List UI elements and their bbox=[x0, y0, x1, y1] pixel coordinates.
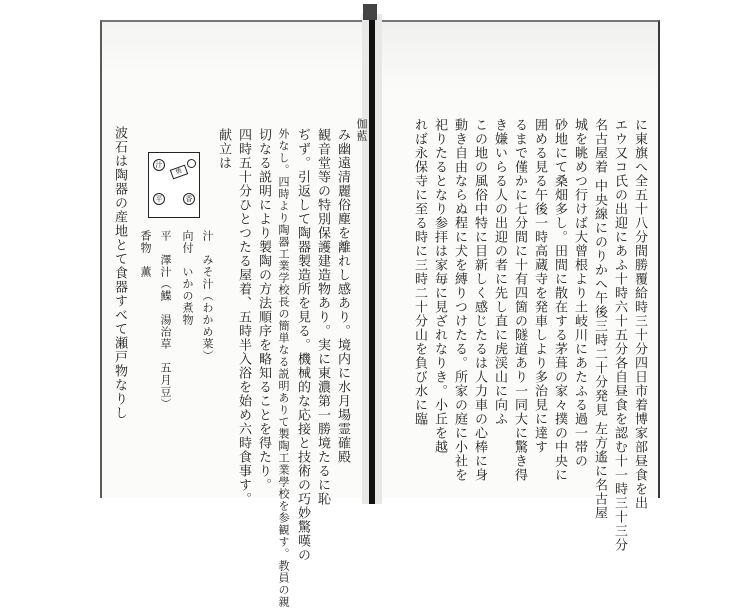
right-column-6: 囲める見る午後一時高蔵寺を発車しより多治見に達す bbox=[532, 118, 547, 454]
right-column-2: エウ又コ氏の出迎にあふ十時六十五分各自昼食を認む十一時三十三分 bbox=[612, 118, 627, 552]
spine-tab bbox=[363, 4, 377, 20]
left-column-5: 切なる説明により製陶の方法順序を略知ることを得たり。 bbox=[256, 128, 271, 492]
right-column-5: 砂地にて桑畑多し。田間に散在する茅葺の家々撲の中央に bbox=[552, 118, 567, 482]
left-column-4: 外なし。四時より陶器工業学校長の簡単なる説明ありて製陶工業學校を参観す。教員の親 bbox=[277, 128, 290, 608]
right-column-7: るまで僅かに七分間に十有四箇の隧道あり一同大に驚き得 bbox=[512, 118, 527, 482]
diagram-dish-4: 香 bbox=[183, 193, 195, 205]
left-column-2: 観音堂等の特別保護建造物あり。実に東濃第一勝境たるに恥 bbox=[315, 128, 330, 506]
diagram-dish-3: 平 bbox=[153, 193, 165, 205]
menu-tray-diagram bbox=[148, 152, 200, 218]
right-column-11: 祀りたるとなり参拝は家毎に見ざれなりき。小丘を越 bbox=[432, 118, 447, 454]
menu-item-pickles: 香物 薫 bbox=[139, 230, 152, 278]
menu-item-hira: 平 澤汁（鰈 湯治草 五月豆） bbox=[159, 230, 172, 410]
right-column-8: き嫌いらる人の出迎の者に先し直に虎渓山に向ふ bbox=[492, 118, 507, 426]
left-header-note: 伽藍 bbox=[355, 118, 368, 142]
diagram-dot bbox=[187, 159, 196, 168]
left-column-3: ぢず。引返して陶器製造所を見る。機械的な応接と技術の巧妙驚嘆の bbox=[295, 128, 310, 562]
menu-item-soup: 汁 みそ汁（わかめ菜） bbox=[201, 230, 214, 362]
diagram-dish-1: 汁 bbox=[153, 159, 165, 171]
right-column-1: に東旗へ全五十八分間勝覆給時三十分四日市着博家部昼食を出 bbox=[632, 118, 647, 510]
right-column-4: 城を眺めつ行けば大曾根より土岐川にあたふる過一帯の bbox=[572, 118, 587, 468]
left-column-1: み幽遠清麗俗塵を離れし感あり。境内に水月場霊確殿 bbox=[335, 128, 350, 464]
menu-item-mukozuke: 向付 いかの煮物 bbox=[181, 230, 194, 326]
right-column-9: この地の風俗中特に目新しく感じたるは人力車の心棒に身 bbox=[472, 118, 487, 482]
diagram-dish-2: 焼 bbox=[170, 165, 188, 180]
right-column-12: れば永保寺に至る時に三時二十分山を負び水に臨 bbox=[412, 118, 427, 426]
left-column-7: 献立は bbox=[216, 128, 231, 170]
left-closing-note: 波石は陶器の産地とて食器すべて瀬戸物なりし bbox=[112, 126, 127, 420]
right-column-3: 名古屋着 中央線にのりかへ午後三時二十分発見 左方遙に名古屋 bbox=[592, 118, 607, 521]
left-column-6: 四時五十分ひとつたる屋着、五時半入浴を始め六時食事す。 bbox=[236, 128, 251, 506]
spine-binding bbox=[369, 14, 375, 504]
right-column-10: 動き自由ならぬ程に犬を縛りつけたる。所家の庭に小社を bbox=[452, 118, 467, 482]
